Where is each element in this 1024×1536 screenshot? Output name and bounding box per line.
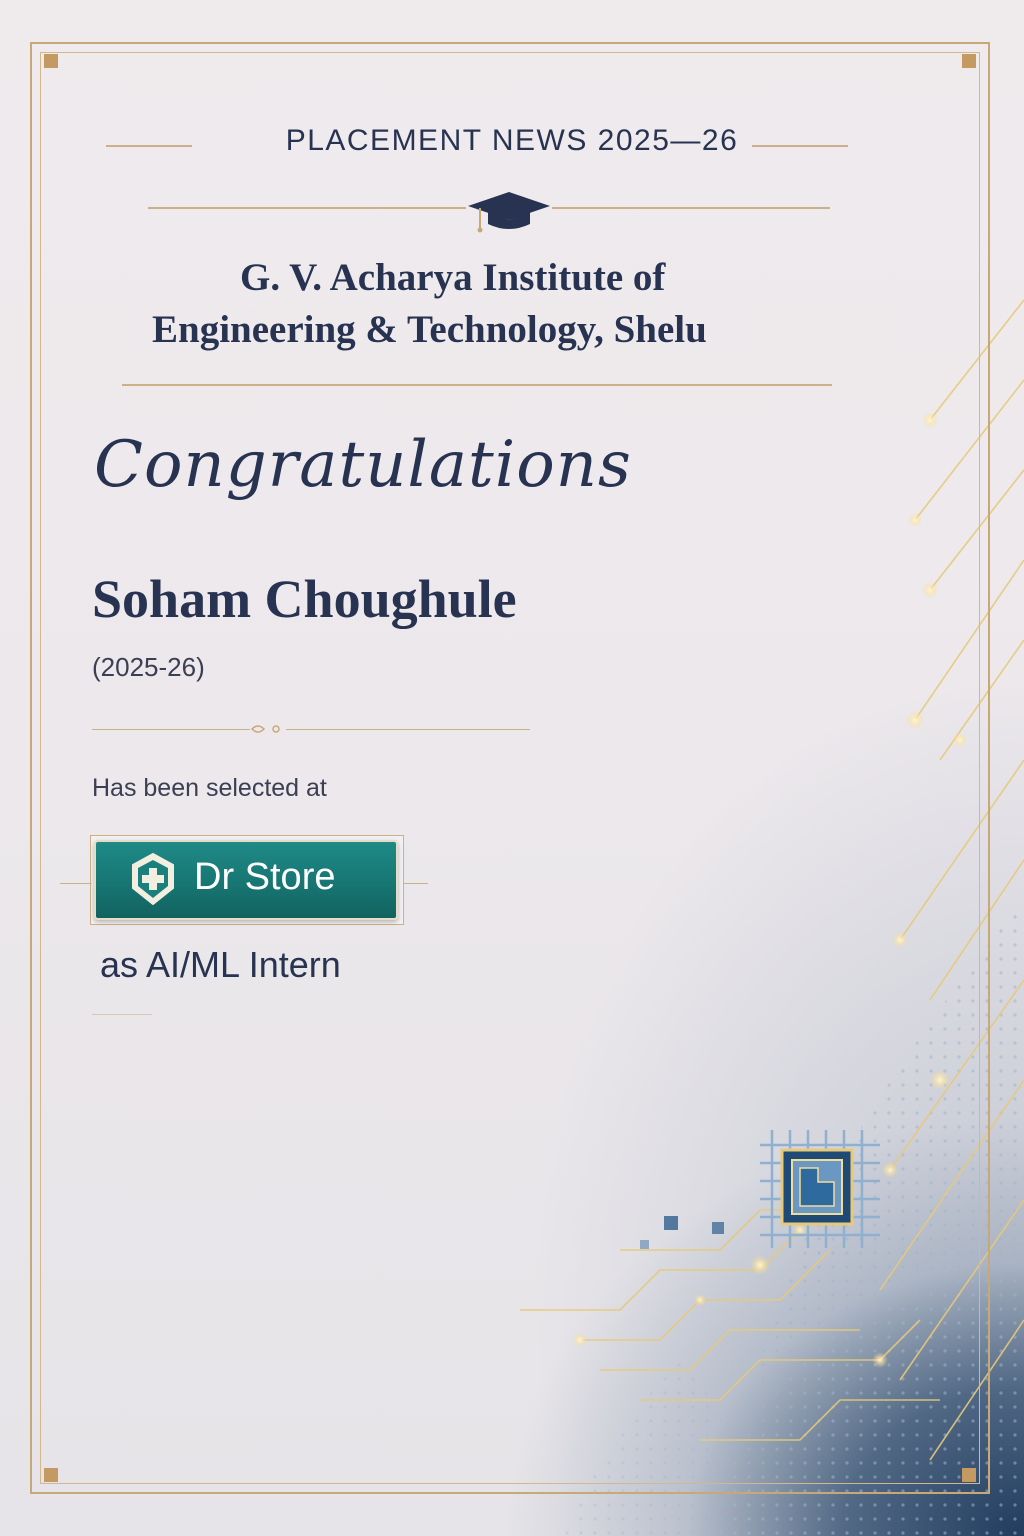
company-rule-left xyxy=(60,883,92,884)
institute-line-2: Engineering & Technology, Shelu xyxy=(152,308,707,351)
ornament-rule-right xyxy=(286,729,530,730)
student-name: Soham Choughule xyxy=(92,569,517,629)
institute-name xyxy=(90,252,850,356)
institute-line-1: G. V. Acharya Institute of xyxy=(240,256,666,299)
corner-ornament xyxy=(962,1468,976,1482)
corner-ornament xyxy=(44,54,58,68)
cap-rule-left xyxy=(148,207,466,209)
selection-text: Has been selected at xyxy=(92,774,327,802)
header-title: PLACEMENT NEWS 2025—26 xyxy=(285,124,739,157)
ornament-rule-left xyxy=(92,729,250,730)
student-year: (2025-26) xyxy=(92,652,205,682)
role-text: as AI/ML Intern xyxy=(100,944,341,985)
institute-rule xyxy=(122,384,832,386)
graduation-cap-icon xyxy=(466,190,552,238)
cap-rule-right xyxy=(552,207,830,209)
corner-ornament xyxy=(44,1468,58,1482)
header-rule-right xyxy=(752,145,848,147)
company-rule-right xyxy=(404,883,428,884)
ornament-divider xyxy=(250,722,284,736)
company-name: Dr Store xyxy=(194,856,336,898)
role-rule xyxy=(92,1014,152,1015)
corner-ornament xyxy=(962,54,976,68)
congratulations-heading: Congratulations xyxy=(94,428,632,502)
shield-plus-icon xyxy=(130,852,176,906)
